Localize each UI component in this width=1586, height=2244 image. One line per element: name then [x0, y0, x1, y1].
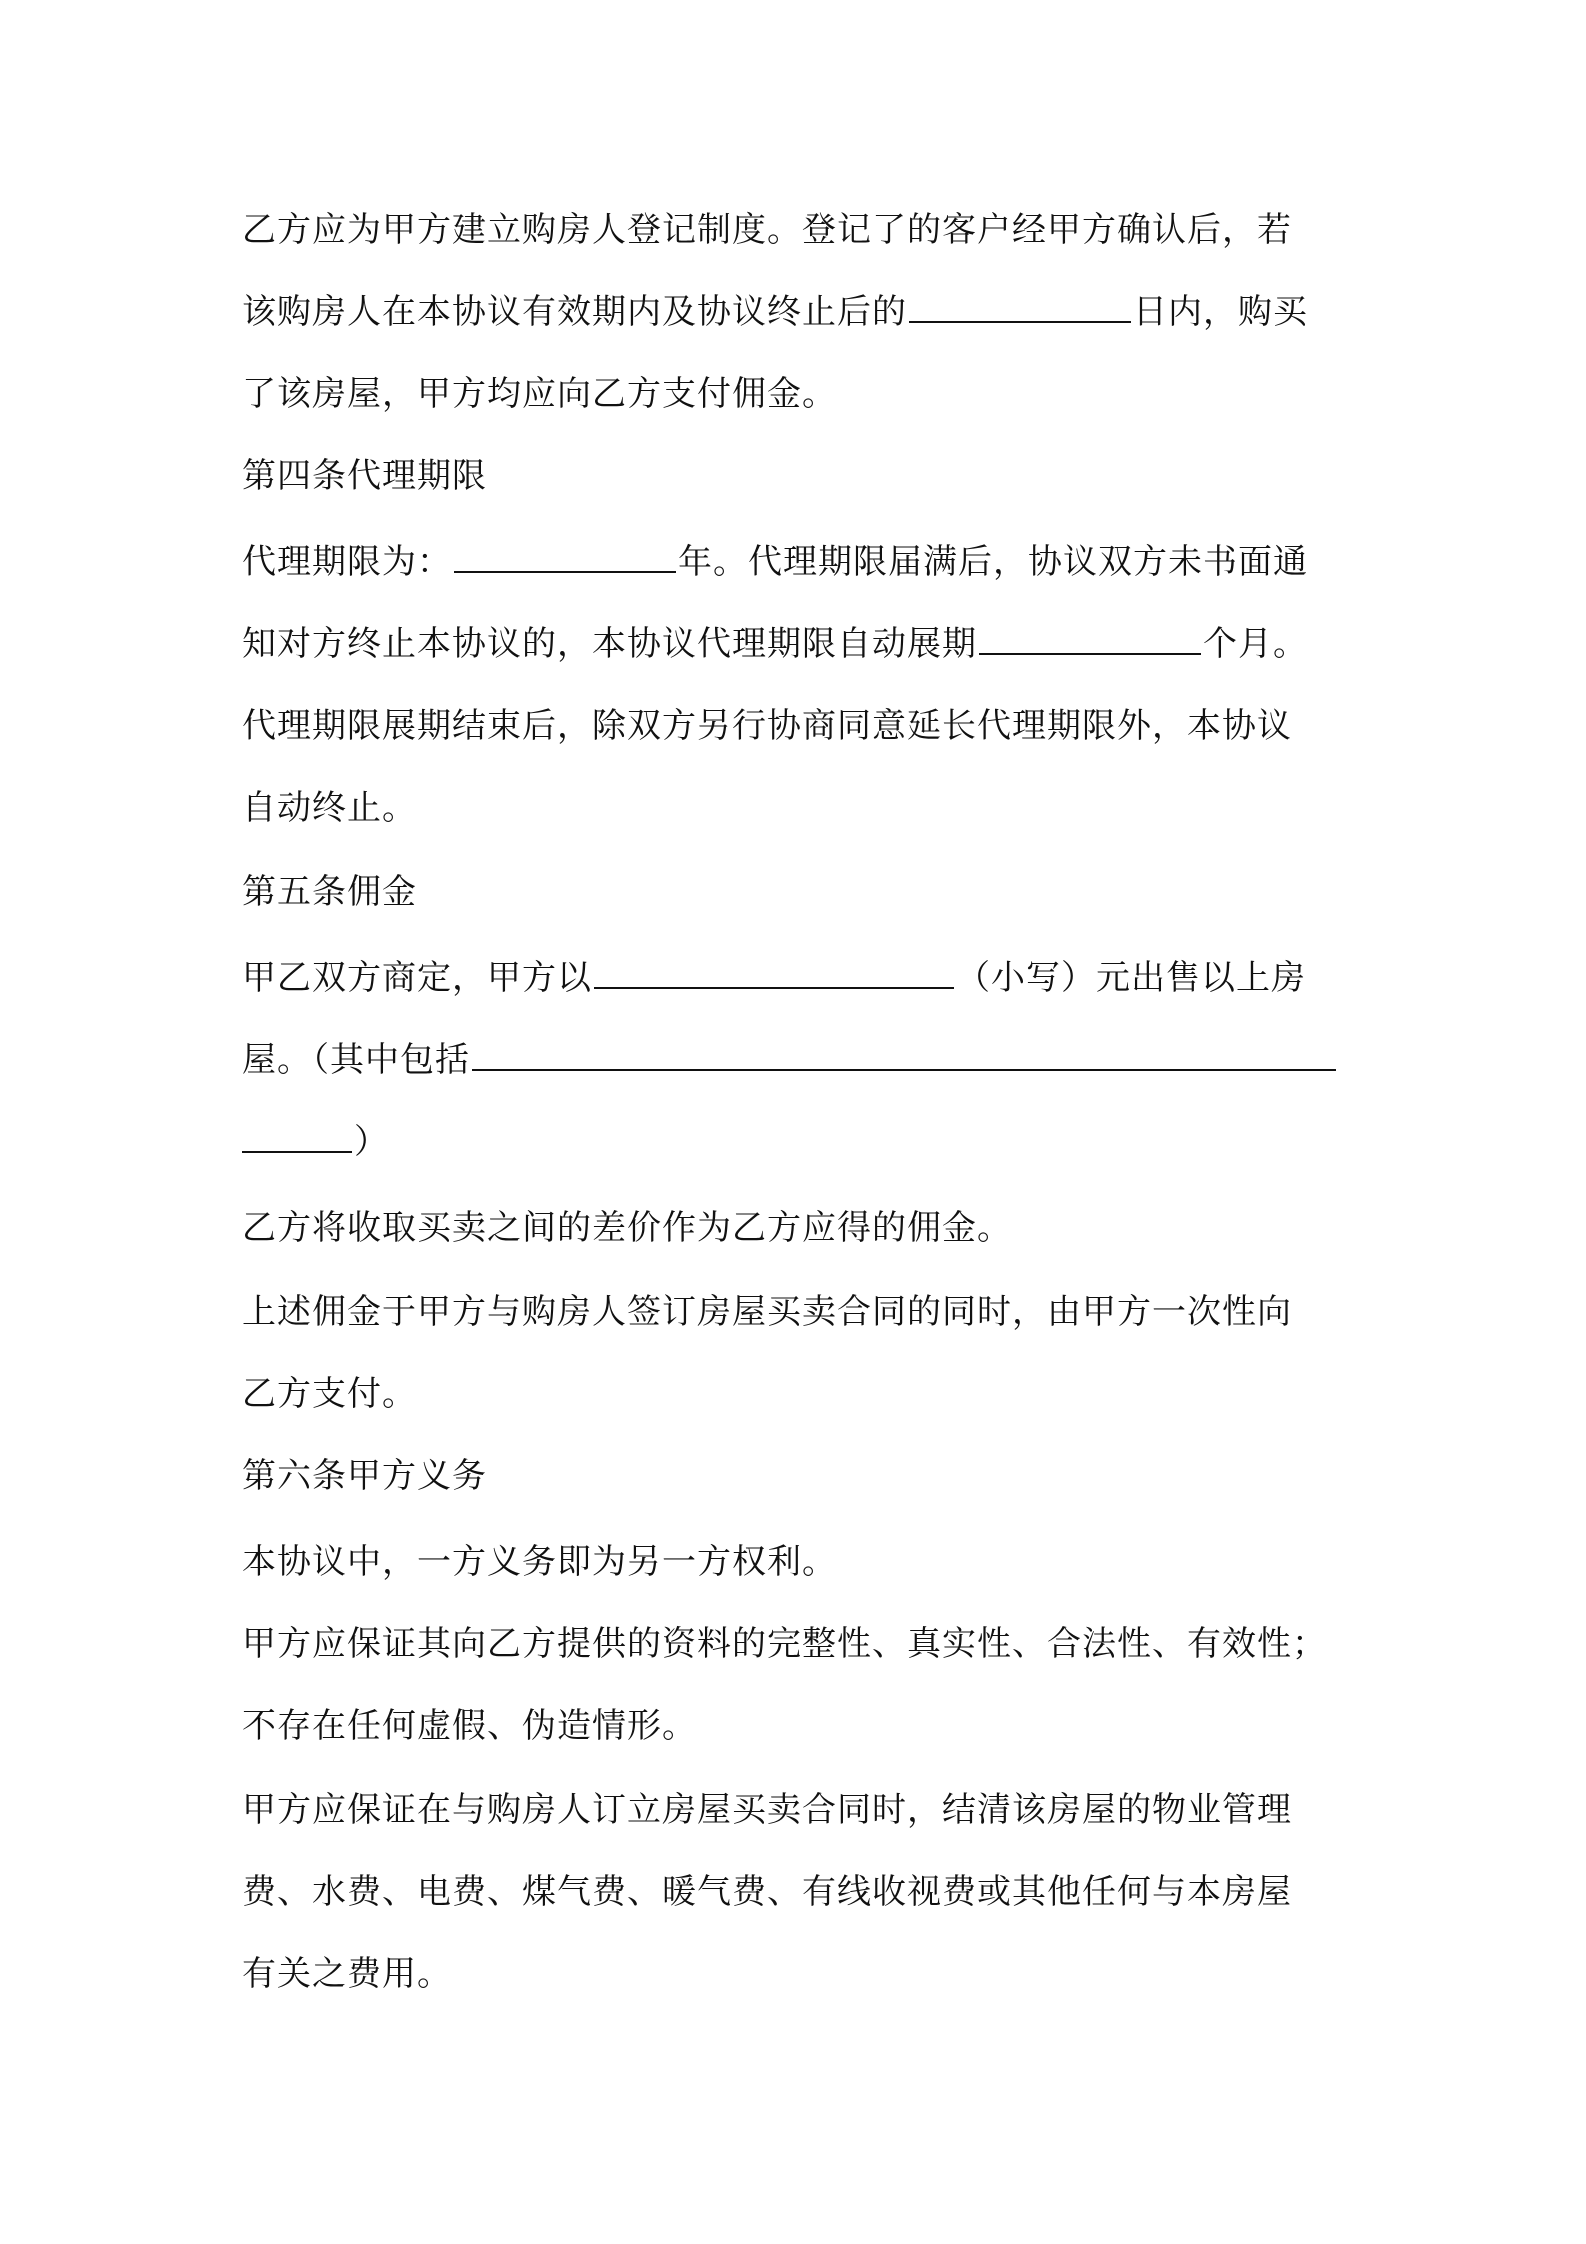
- paragraph-line: [242, 1622, 1362, 1666]
- paragraph-line: [242, 1120, 1362, 1164]
- fill-in-blank: [979, 623, 1201, 655]
- fill-in-blank: [242, 1121, 352, 1153]
- heading-text: 第五条佣金: [242, 872, 417, 912]
- text-run: 甲乙双方商定，甲方以: [242, 958, 592, 998]
- text-run: 乙方将收取买卖之间的差价作为乙方应得的佣金。: [242, 1208, 1012, 1248]
- heading-text: 第四条代理期限: [242, 456, 487, 496]
- text-run: 代理期限为：: [242, 542, 452, 582]
- text-run: 自动终止。: [242, 788, 417, 828]
- paragraph-line: [242, 1704, 1362, 1748]
- text-run: 不存在任何虚假、伪造情形。: [242, 1706, 697, 1746]
- text-run: 屋。（其中包括: [242, 1040, 470, 1080]
- paragraph-line: [242, 622, 1362, 666]
- text-run: 乙方应为甲方建立购房人登记制度。登记了的客户经甲方确认后，若: [242, 210, 1292, 250]
- text-run: 上述佣金于甲方与购房人签订房屋买卖合同的同时，由甲方一次性向: [242, 1292, 1292, 1332]
- text-run: 知对方终止本协议的，本协议代理期限自动展期: [242, 624, 977, 664]
- text-run: 乙方支付。: [242, 1374, 417, 1414]
- fill-in-blank: [472, 1039, 1336, 1071]
- paragraph-line: [242, 1038, 1362, 1082]
- paragraph-line: [242, 372, 1362, 416]
- fill-in-blank: [594, 957, 954, 989]
- text-run: 有关之费用。: [242, 1954, 452, 1994]
- paragraph-line: [242, 1372, 1362, 1416]
- paragraph-line: [242, 208, 1362, 252]
- text-run: 日内，购买: [1133, 292, 1308, 332]
- text-run: 代理期限展期结束后，除双方另行协商同意延长代理期限外，本协议: [242, 706, 1292, 746]
- paragraph-line: [242, 1540, 1362, 1584]
- heading-text: 第六条甲方义务: [242, 1456, 487, 1496]
- text-run: 甲方应保证其向乙方提供的资料的完整性、真实性、合法性、有效性；: [242, 1624, 1327, 1664]
- text-run: 年。代理期限届满后，协议双方未书面通: [678, 542, 1308, 582]
- text-run: 了该房屋，甲方均应向乙方支付佣金。: [242, 374, 837, 414]
- paragraph-line: [242, 704, 1362, 748]
- text-run: （小写）元出售以上房: [956, 958, 1306, 998]
- paragraph-line: [242, 1206, 1362, 1250]
- article-heading: [242, 454, 1362, 498]
- text-run: 费、水费、电费、煤气费、暖气费、有线收视费或其他任何与本房屋: [242, 1872, 1292, 1912]
- text-run: ）: [354, 1122, 389, 1162]
- fill-in-blank: [909, 291, 1131, 323]
- text-run: 甲方应保证在与购房人订立房屋买卖合同时，结清该房屋的物业管理: [242, 1790, 1292, 1830]
- text-run: 个月。: [1203, 624, 1308, 664]
- paragraph-line: [242, 1870, 1362, 1914]
- paragraph-line: [242, 1952, 1362, 1996]
- fill-in-blank: [454, 541, 676, 573]
- paragraph-line: [242, 290, 1362, 334]
- article-heading: [242, 1454, 1362, 1498]
- paragraph-line: [242, 956, 1362, 1000]
- text-run: 该购房人在本协议有效期内及协议终止后的: [242, 292, 907, 332]
- paragraph-line: [242, 1290, 1362, 1334]
- paragraph-line: [242, 786, 1362, 830]
- paragraph-line: [242, 540, 1362, 584]
- paragraph-line: [242, 1788, 1362, 1832]
- article-heading: [242, 870, 1362, 914]
- text-run: 本协议中，一方义务即为另一方权利。: [242, 1542, 837, 1582]
